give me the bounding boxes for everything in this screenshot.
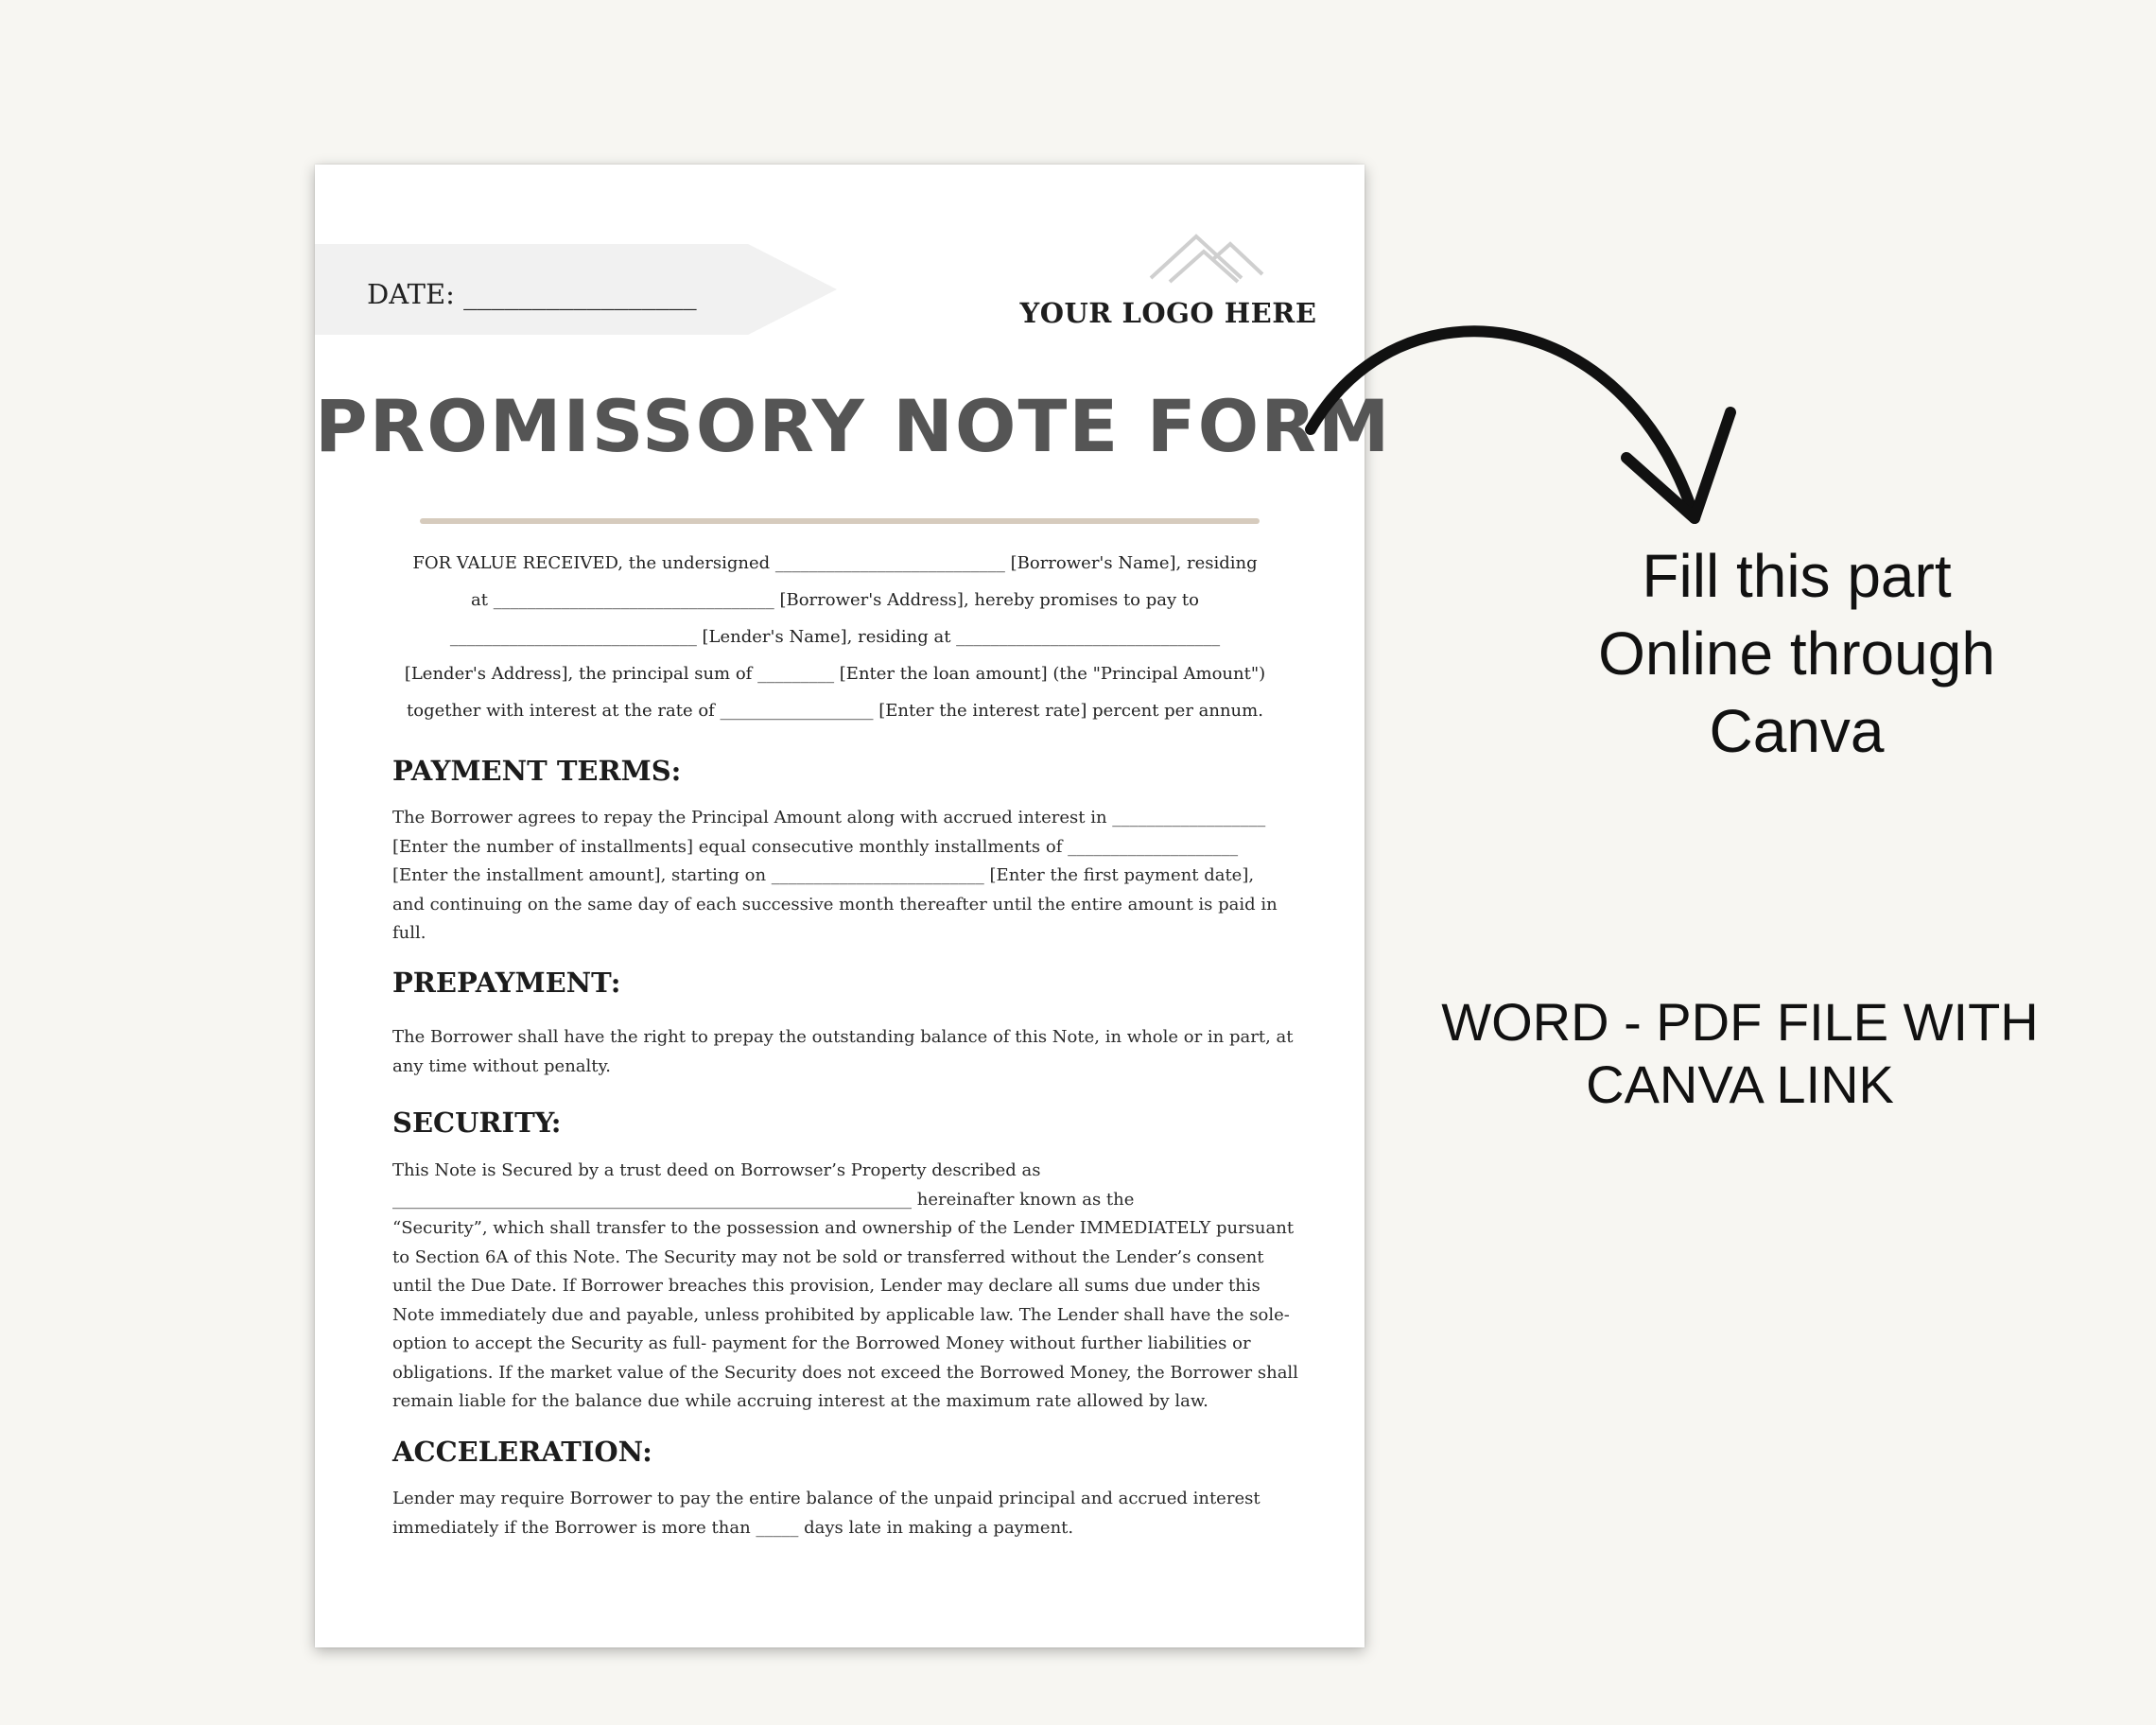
- page-title: PROMISSORY NOTE FORM: [315, 384, 1392, 468]
- body-line: remain liable for the balance due while accruing interest at the maximum rate allowed by law.: [392, 1391, 1208, 1411]
- logo-placeholder: YOUR LOGO HERE: [1019, 297, 1317, 329]
- body-line: to Section 6A of this Note. The Security may not be sold or transferred without the Lender’s consent: [392, 1246, 1264, 1267]
- body-line: _____________________________________________________________ hereinafter known as the: [392, 1189, 1135, 1210]
- intro-line: together with interest at the rate of __________________ [Enter the interest rate] percent per annum.: [407, 701, 1263, 721]
- body-line: obligations. If the market value of the Security does not exceed the Borrowed Money, the Borrower shall: [392, 1362, 1298, 1383]
- date-field[interactable]: DATE: _________________: [367, 278, 697, 310]
- callout-line: Online through: [1598, 619, 1995, 688]
- fill-online-callout: [1513, 537, 2080, 770]
- prepayment-heading: PREPAYMENT:: [392, 967, 621, 999]
- body-line: “Security”, which shall transfer to the possession and ownership of the Lender IMMEDIATELY pursuant: [392, 1218, 1295, 1238]
- body-line: The Borrower agrees to repay the Principal Amount along with accrued interest in __________________: [392, 808, 1266, 828]
- body-line: and continuing on the same day of each successive month thereafter until the entire amount is paid in: [392, 894, 1278, 915]
- body-line: until the Due Date. If Borrower breaches this provision, Lender may declare all sums due under this: [392, 1276, 1261, 1296]
- document-page: [315, 165, 1392, 1647]
- curved-arrow-icon: [1286, 312, 1778, 539]
- security-heading: SECURITY:: [392, 1106, 562, 1139]
- file-format-callout: [1409, 991, 2071, 1116]
- body-line: [Enter the installment amount], starting on _________________________ [Enter the first payment date],: [392, 865, 1255, 885]
- callout-line: Fill this part: [1642, 542, 1952, 610]
- intro-line: [Lender's Address], the principal sum of _________ [Enter the loan amount] (the "Principal Amount"): [404, 664, 1266, 684]
- security-body: [392, 1157, 1298, 1417]
- format-line: CANVA LINK: [1586, 1054, 1894, 1114]
- body-line: [Enter the number of installments] equal consecutive monthly installments of ____________________: [392, 836, 1239, 857]
- body-line: This Note is Secured by a trust deed on Borrowser’s Property described as: [392, 1160, 1041, 1180]
- prepayment-body: [392, 1023, 1294, 1081]
- title-divider: [420, 518, 1260, 524]
- body-line: option to accept the Security as full- payment for the Borrowed Money without further liabilities or: [392, 1333, 1251, 1353]
- body-line: any time without penalty.: [392, 1055, 612, 1076]
- acceleration-heading: ACCELERATION:: [392, 1436, 652, 1468]
- format-line: WORD - PDF FILE WITH: [1441, 992, 2039, 1052]
- body-line: full.: [392, 923, 426, 943]
- body-line: immediately if the Borrower is more than _____ days late in making a payment.: [392, 1517, 1074, 1538]
- body-line: Note immediately due and payable, unless prohibited by applicable law. The Lender shall have the sole-: [392, 1304, 1290, 1325]
- mountain-logo-icon: [1147, 231, 1266, 284]
- payment-terms-heading: PAYMENT TERMS:: [392, 755, 682, 787]
- acceleration-body: [392, 1485, 1291, 1542]
- body-line: Lender may require Borrower to pay the entire balance of the unpaid principal and accrued interest: [392, 1489, 1261, 1508]
- body-line: The Borrower shall have the right to prepay the outstanding balance of this Note, in whole or in part, at: [392, 1027, 1294, 1047]
- intro-line: FOR VALUE RECEIVED, the undersigned ___________________________ [Borrower's Name], residing: [412, 553, 1258, 573]
- payment-terms-body: [392, 804, 1291, 949]
- intro-paragraph: [381, 545, 1289, 729]
- intro-line: _____________________________ [Lender's Name], residing at _______________________________: [449, 627, 1221, 647]
- intro-line: at _________________________________ [Borrower's Address], hereby promises to pay to: [471, 590, 1199, 610]
- callout-line: Canva: [1709, 697, 1885, 765]
